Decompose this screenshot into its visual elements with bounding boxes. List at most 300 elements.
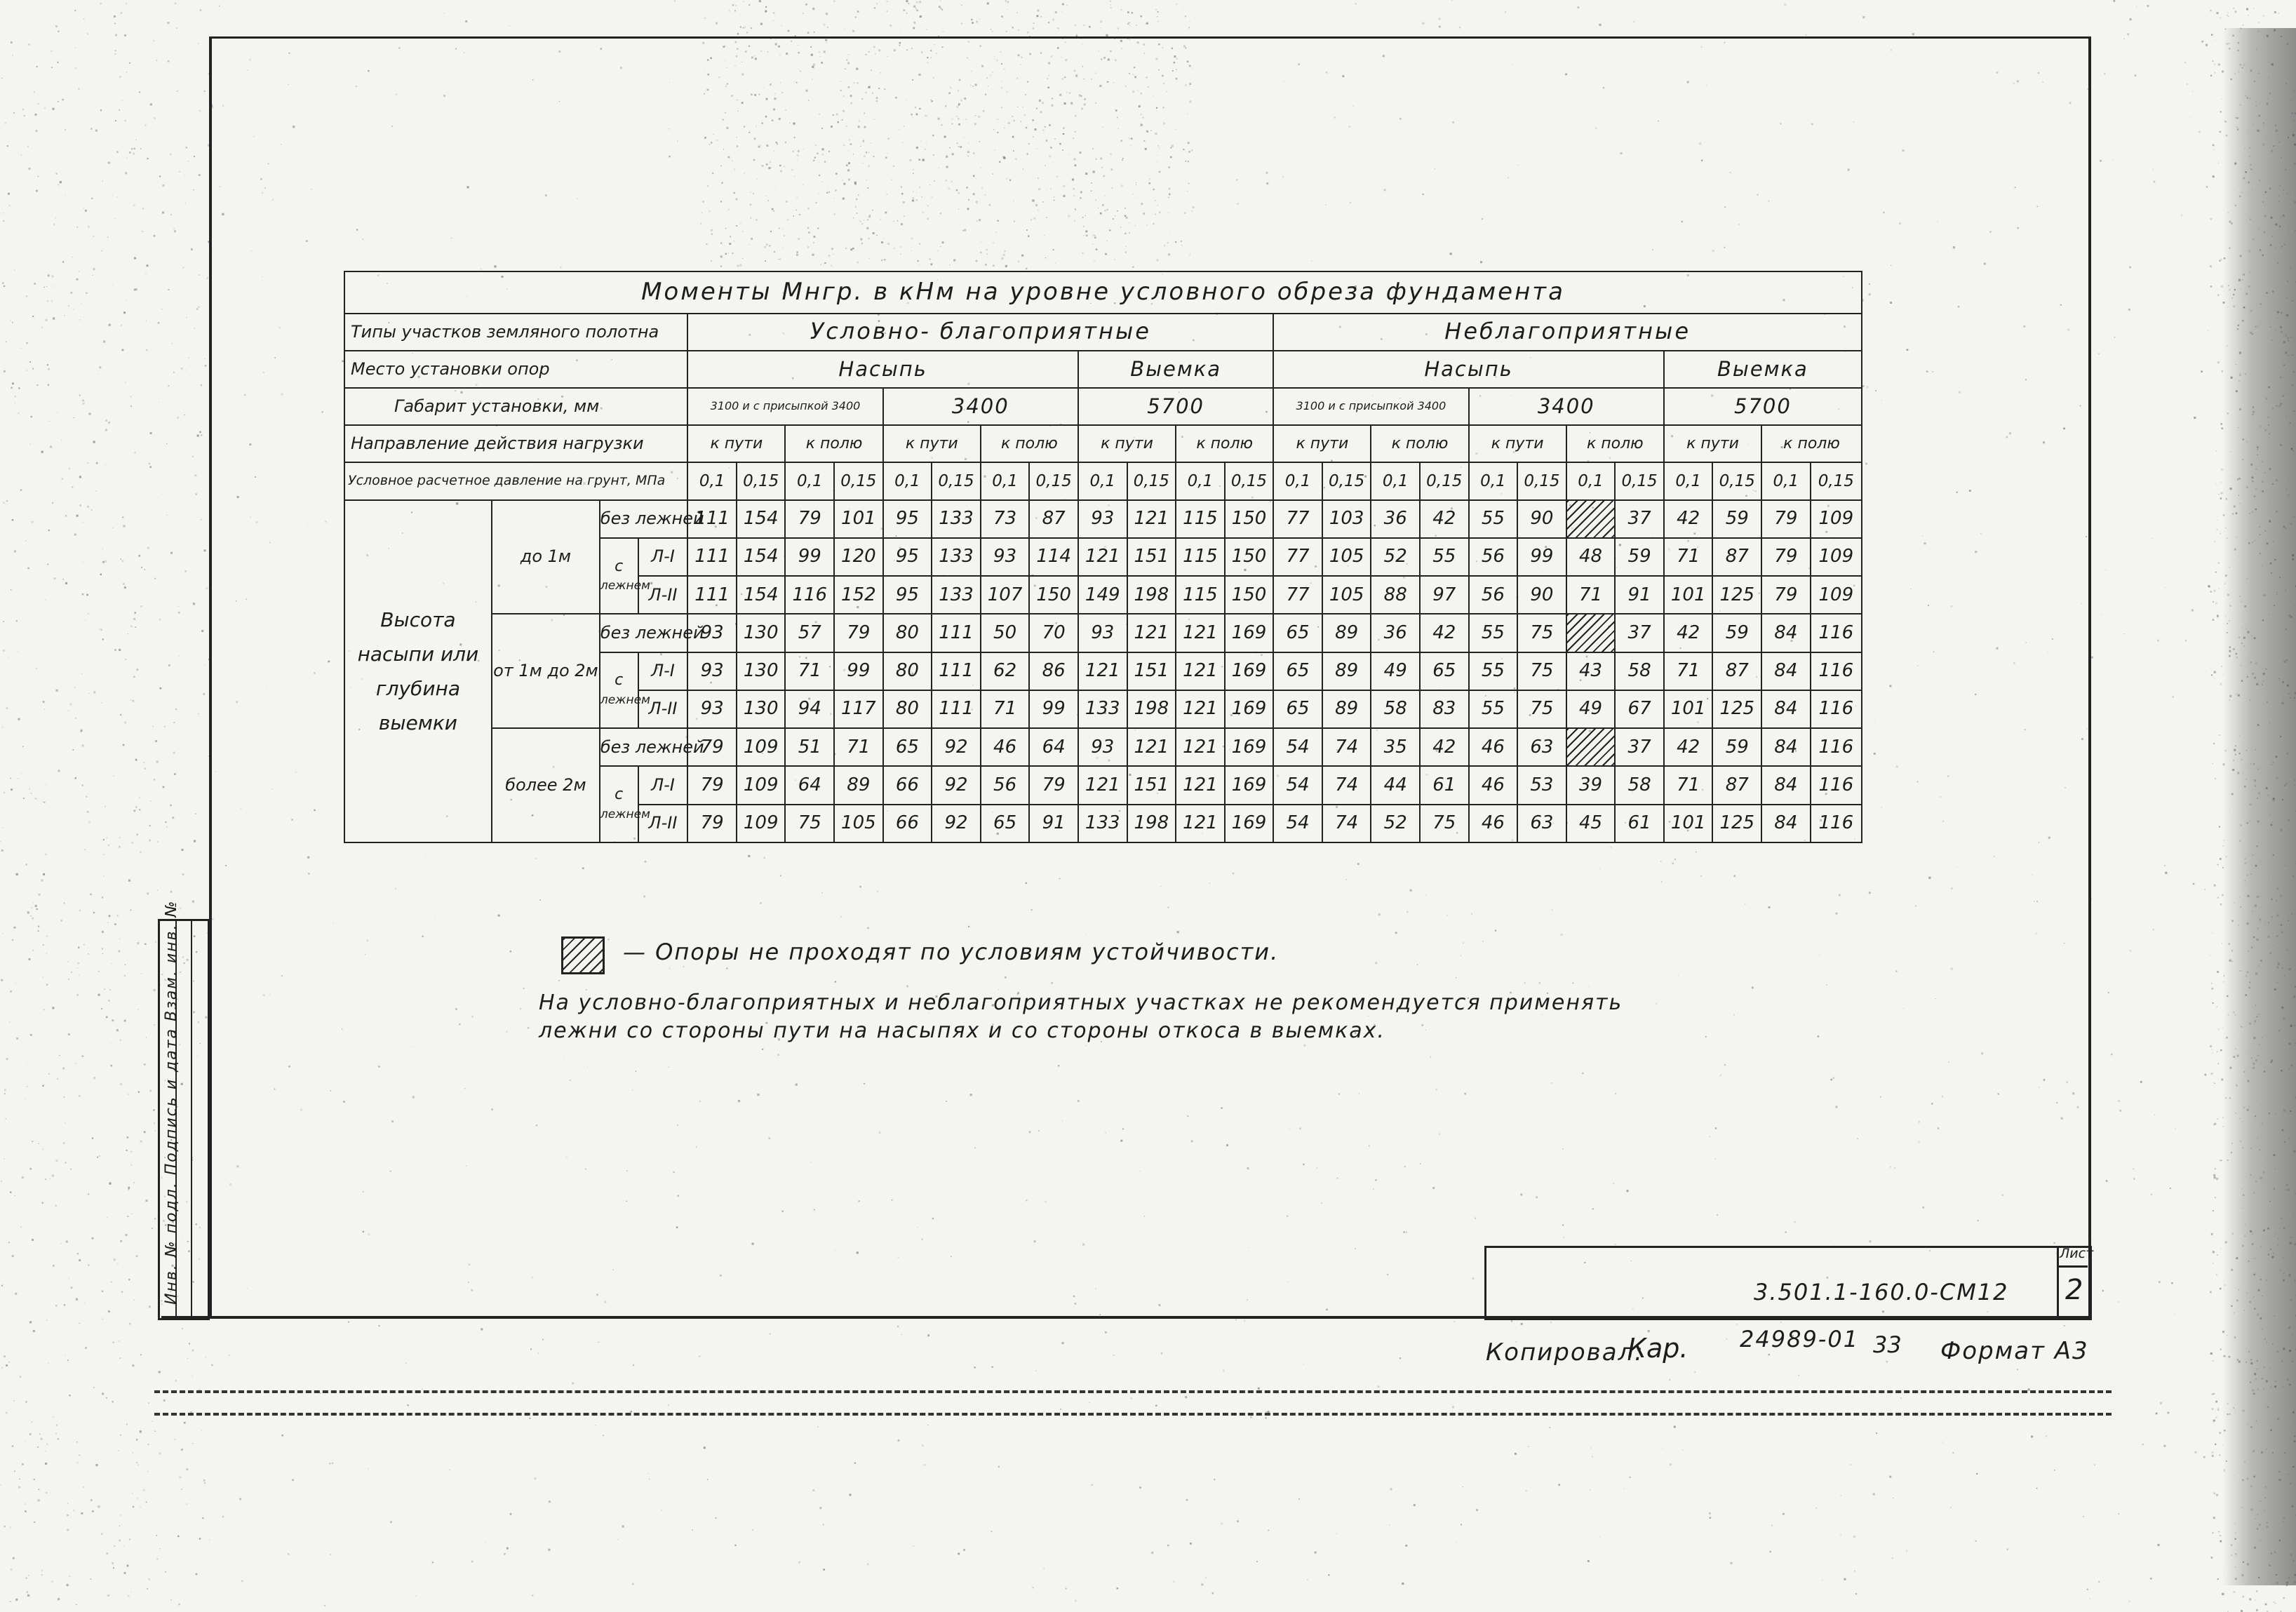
with-word: с <box>615 671 624 690</box>
speckle-dot <box>775 39 776 40</box>
speckle-dot <box>765 6 767 8</box>
speckle-dot <box>2120 1110 2121 1111</box>
speckle-dot <box>95 130 98 132</box>
speckle-dot <box>3 650 5 652</box>
speckle-dot <box>807 208 810 210</box>
speckle-dot <box>1836 1106 1838 1108</box>
speckle-dot <box>183 267 184 269</box>
speckle-dot <box>1672 863 1674 864</box>
speckle-dot <box>130 626 132 627</box>
moment-value: 75 <box>1517 614 1566 652</box>
moment-value: 71 <box>1664 766 1713 804</box>
speckle-dot <box>1402 1583 1404 1585</box>
speckle-dot <box>1157 11 1159 13</box>
speckle-dot <box>997 220 999 222</box>
speckle-dot <box>115 34 117 36</box>
speckle-dot <box>864 156 865 157</box>
speckle-dot <box>1193 206 1195 208</box>
speckle-dot <box>390 1171 391 1172</box>
moment-value: 115 <box>1176 538 1225 576</box>
speckle-dot <box>877 891 878 892</box>
speckle-dot <box>2213 619 2215 621</box>
speckle-dot <box>229 1355 230 1356</box>
speckle-dot <box>759 0 761 2</box>
speckle-dot <box>1422 22 1424 25</box>
speckle-dot <box>3 502 4 504</box>
speckle-dot <box>796 254 798 256</box>
speckle-dot <box>729 11 730 12</box>
speckle-dot <box>145 768 146 770</box>
speckle-dot <box>2164 865 2166 866</box>
speckle-dot <box>1048 87 1049 88</box>
speckle-dot <box>772 208 774 210</box>
speckle-dot <box>1890 685 1892 687</box>
dir-to-track: к пути <box>1273 425 1371 462</box>
speckle-dot <box>566 1156 568 1157</box>
speckle-dot <box>123 584 124 585</box>
speckle-dot <box>1026 268 1028 270</box>
speckle-dot <box>98 994 100 996</box>
speckle-dot <box>1768 1354 1771 1356</box>
speckle-dot <box>1029 53 1031 55</box>
speckle-dot <box>1121 184 1123 187</box>
speckle-dot <box>821 892 822 893</box>
speckle-dot <box>975 83 977 86</box>
speckle-dot <box>862 98 864 100</box>
speckle-dot <box>669 128 670 130</box>
speckle-dot <box>1012 116 1014 117</box>
moment-value: 61 <box>1615 805 1664 842</box>
speckle-dot <box>1060 1409 1061 1410</box>
speckle-dot <box>131 842 133 844</box>
sheet-number: 2 <box>2065 1274 2083 1306</box>
speckle-dot <box>55 1205 57 1207</box>
speckle-dot <box>1187 1115 1188 1117</box>
speckle-dot <box>155 941 156 943</box>
speckle-dot <box>1587 1560 1590 1562</box>
speckle-dot <box>128 880 130 882</box>
speckle-dot <box>83 403 85 405</box>
speckle-dot <box>831 265 832 267</box>
speckle-dot <box>103 340 105 342</box>
speckle-dot <box>1176 4 1178 5</box>
speckle-dot <box>1603 87 1605 89</box>
speckle-dot <box>32 950 34 951</box>
speckle-dot <box>1108 58 1110 60</box>
speckle-dot <box>152 726 154 727</box>
speckle-dot <box>1155 214 1156 215</box>
speckle-dot <box>1883 212 1884 213</box>
speckle-dot <box>1865 463 1867 465</box>
speckle-dot <box>1124 233 1126 234</box>
speckle-dot <box>65 129 66 130</box>
speckle-dot <box>1383 55 1385 57</box>
speckle-dot <box>2147 5 2149 7</box>
moment-value: 103 <box>1322 500 1371 538</box>
speckle-dot <box>736 55 737 57</box>
speckle-dot <box>932 100 933 102</box>
speckle-dot <box>720 201 722 202</box>
speckle-dot <box>968 41 969 42</box>
speckle-dot <box>41 451 43 453</box>
speckle-dot <box>764 857 765 859</box>
moment-value: 89 <box>1322 614 1371 652</box>
speckle-dot <box>930 99 932 100</box>
speckle-dot <box>2275 1603 2276 1604</box>
speckle-dot <box>324 1605 325 1606</box>
speckle-dot <box>752 1243 754 1245</box>
speckle-dot <box>961 5 962 6</box>
speckle-dot <box>140 1355 142 1356</box>
sleeper-type: Л-I <box>638 652 688 690</box>
moment-value: 55 <box>1469 652 1518 690</box>
speckle-dot <box>178 656 179 657</box>
speckle-dot <box>911 114 913 116</box>
speckle-dot <box>807 227 809 229</box>
speckle-dot <box>108 422 110 424</box>
speckle-dot <box>1034 1240 1036 1242</box>
speckle-dot <box>901 1334 902 1335</box>
speckle-dot <box>2214 64 2215 65</box>
speckle-dot <box>2201 41 2203 43</box>
speckle-dot <box>1169 166 1170 168</box>
speckle-dot <box>1157 205 1159 206</box>
speckle-dot <box>49 421 50 422</box>
speckle-dot <box>81 304 82 305</box>
speckle-dot <box>135 759 137 761</box>
speckle-dot <box>124 1572 126 1574</box>
speckle-dot <box>1476 1509 1478 1511</box>
speckle-dot <box>204 358 206 360</box>
speckle-dot <box>1439 18 1441 20</box>
speckle-dot <box>101 702 102 703</box>
speckle-dot <box>827 189 828 190</box>
moment-value: 46 <box>1469 766 1518 804</box>
speckle-dot <box>149 825 151 826</box>
speckle-dot <box>598 1342 600 1343</box>
speckle-dot <box>1070 102 1073 105</box>
speckle-dot <box>2017 80 2019 82</box>
speckle-dot <box>1769 1551 1771 1553</box>
moment-value: 93 <box>1078 614 1127 652</box>
speckle-dot <box>25 1504 26 1505</box>
speckle-dot <box>796 197 798 199</box>
row-types-label: Типы участков земляного полотна <box>344 314 687 351</box>
speckle-dot <box>787 220 788 221</box>
moment-value: 87 <box>1712 538 1761 576</box>
moment-value: 198 <box>1127 576 1176 614</box>
speckle-dot <box>64 903 65 904</box>
speckle-dot <box>1003 156 1005 159</box>
speckle-dot <box>67 1529 69 1531</box>
speckle-dot <box>2173 696 2174 697</box>
moment-value: 99 <box>1517 538 1566 576</box>
speckle-dot <box>888 243 889 245</box>
pressure-value: 0,15 <box>1225 462 1274 499</box>
speckle-dot <box>22 746 24 747</box>
speckle-dot <box>948 93 951 95</box>
pressure-value: 0,1 <box>1371 462 1420 499</box>
speckle-dot <box>1158 69 1160 71</box>
speckle-dot <box>32 918 34 920</box>
speckle-dot <box>758 146 760 148</box>
speckle-dot <box>1869 283 1870 285</box>
speckle-dot <box>93 912 95 913</box>
speckle-dot <box>793 123 795 125</box>
speckle-dot <box>2210 286 2213 288</box>
moment-value: 84 <box>1761 805 1811 842</box>
speckle-dot <box>196 493 197 495</box>
speckle-dot <box>2054 1470 2055 1471</box>
speckle-dot <box>2220 1248 2221 1249</box>
speckle-dot <box>1724 42 1726 43</box>
speckle-dot <box>1848 169 1850 171</box>
speckle-dot <box>952 153 954 155</box>
speckle-dot <box>100 629 102 631</box>
speckle-dot <box>107 922 108 923</box>
speckle-dot <box>32 1141 33 1142</box>
legend-text: — Опоры не проходят по условиям устойчивости. <box>623 939 1280 965</box>
speckle-dot <box>43 873 45 875</box>
speckle-dot <box>55 25 58 27</box>
speckle-dot <box>1000 51 1002 53</box>
speckle-dot <box>2211 1233 2213 1235</box>
speckle-dot <box>1221 1522 1223 1524</box>
moment-value: 45 <box>1566 805 1616 842</box>
speckle-dot <box>288 84 289 85</box>
speckle-dot <box>1325 204 1326 205</box>
speckle-dot <box>1033 22 1034 23</box>
moment-value: 116 <box>1811 652 1862 690</box>
speckle-dot <box>2220 1455 2221 1456</box>
speckle-dot <box>738 1100 740 1102</box>
speckle-dot <box>88 412 90 415</box>
speckle-dot <box>989 204 991 206</box>
speckle-dot <box>48 1363 49 1364</box>
speckle-dot <box>159 1371 161 1373</box>
speckle-dot <box>28 43 29 45</box>
speckle-dot <box>172 817 174 819</box>
speckle-dot <box>348 1322 349 1323</box>
speckle-dot <box>626 1201 627 1202</box>
speckle-dot <box>2211 1049 2213 1050</box>
speckle-dot <box>1550 1322 1552 1324</box>
speckle-dot <box>1855 1593 1857 1594</box>
speckle-dot <box>973 152 974 154</box>
speckle-dot <box>1267 182 1269 184</box>
speckle-dot <box>1147 225 1148 226</box>
speckle-dot <box>880 219 881 220</box>
speckle-dot <box>194 328 195 329</box>
speckle-dot <box>157 841 159 842</box>
speckle-dot <box>2017 1369 2018 1370</box>
speckle-dot <box>1627 1190 1629 1192</box>
moment-value: 130 <box>737 652 786 690</box>
moment-value: 115 <box>1176 500 1225 538</box>
speckle-dot <box>1480 261 1482 263</box>
speckle-dot <box>58 31 59 32</box>
speckle-dot <box>1282 176 1284 177</box>
speckle-dot <box>195 474 197 476</box>
speckle-dot <box>170 891 173 893</box>
speckle-dot <box>1007 1 1009 4</box>
speckle-dot <box>451 238 452 239</box>
pressure-value: 0,1 <box>687 462 737 499</box>
speckle-dot <box>1048 22 1049 23</box>
speckle-dot <box>4 1089 6 1091</box>
speckle-dot <box>1611 847 1612 848</box>
speckle-dot <box>1042 201 1044 203</box>
speckle-dot <box>6 1412 8 1414</box>
speckle-dot <box>61 920 62 921</box>
speckle-dot <box>88 1194 89 1195</box>
speckle-dot <box>269 994 270 995</box>
speckle-dot <box>76 1462 78 1463</box>
moment-value: 46 <box>1469 805 1518 842</box>
moment-value: 125 <box>1712 690 1761 728</box>
speckle-dot <box>356 86 357 87</box>
speckle-dot <box>41 1574 43 1576</box>
speckle-dot <box>93 236 95 237</box>
speckle-dot <box>737 33 739 34</box>
moment-value: 42 <box>1420 614 1469 652</box>
speckle-dot <box>1831 1079 1833 1081</box>
speckle-dot <box>1155 200 1156 201</box>
speckle-dot <box>753 159 756 161</box>
speckle-dot <box>506 1031 507 1033</box>
speckle-dot <box>964 229 966 231</box>
moment-value: 150 <box>1029 576 1078 614</box>
speckle-dot <box>274 357 276 358</box>
moment-value: 109 <box>1811 500 1862 538</box>
speckle-dot <box>983 110 985 112</box>
speckle-dot <box>2130 18 2132 20</box>
speckle-dot <box>1038 188 1040 190</box>
speckle-dot <box>102 931 104 933</box>
speckle-dot <box>14 269 15 270</box>
speckle-dot <box>152 1228 153 1229</box>
speckle-dot <box>1505 11 1506 12</box>
speckle-dot <box>112 1019 114 1021</box>
speckle-dot <box>18 387 20 389</box>
speckle-dot <box>892 180 893 181</box>
speckle-dot <box>145 124 146 126</box>
speckle-dot <box>14 927 16 929</box>
speckle-dot <box>976 201 978 203</box>
speckle-dot <box>1018 261 1019 262</box>
speckle-dot <box>737 111 738 112</box>
speckle-dot <box>77 967 79 969</box>
speckle-dot <box>2222 1593 2224 1595</box>
speckle-dot <box>1172 145 1174 147</box>
speckle-dot <box>1 1285 3 1287</box>
speckle-dot <box>1117 28 1119 29</box>
pressure-value: 0,15 <box>1712 462 1761 499</box>
with-sleeper-label <box>600 766 650 842</box>
speckle-dot <box>1806 34 1807 36</box>
with-word: с <box>615 786 624 804</box>
speckle-dot <box>884 259 886 261</box>
speckle-dot <box>177 606 178 607</box>
speckle-dot <box>857 213 858 214</box>
speckle-dot <box>945 105 946 107</box>
speckle-dot <box>93 691 95 693</box>
speckle-dot <box>181 1449 183 1451</box>
speckle-dot <box>1623 1489 1625 1490</box>
speckle-dot <box>1054 196 1055 198</box>
speckle-dot <box>918 260 919 262</box>
speckle-dot <box>141 567 142 568</box>
moment-value: 54 <box>1273 805 1322 842</box>
speckle-dot <box>1 78 2 79</box>
speckle-dot <box>773 12 774 13</box>
speckle-dot <box>107 237 109 239</box>
speckle-dot <box>868 165 869 166</box>
speckle-dot <box>98 971 99 972</box>
speckle-dot <box>799 214 800 215</box>
speckle-dot <box>1033 27 1035 29</box>
speckle-dot <box>38 176 39 177</box>
speckle-dot <box>816 145 817 147</box>
speckle-dot <box>1111 168 1113 170</box>
speckle-dot <box>1105 210 1106 211</box>
speckle-dot <box>48 1073 49 1074</box>
speckle-dot <box>626 1170 628 1171</box>
speckle-dot <box>96 462 98 464</box>
speckle-dot <box>2130 950 2132 952</box>
speckle-dot <box>560 267 562 268</box>
speckle-dot <box>2212 932 2213 934</box>
speckle-dot <box>390 1521 392 1523</box>
speckle-dot <box>1112 187 1113 188</box>
speckle-dot <box>391 1120 394 1122</box>
speckle-dot <box>900 254 901 255</box>
speckle-dot <box>1113 82 1114 83</box>
speckle-dot <box>103 876 104 877</box>
moment-value: 94 <box>785 690 834 728</box>
speckle-dot <box>735 5 737 6</box>
speckle-dot <box>43 701 45 703</box>
speckle-dot <box>1170 147 1172 149</box>
speckle-dot <box>143 1489 145 1491</box>
speckle-dot <box>999 161 1001 163</box>
speckle-dot <box>926 142 927 143</box>
speckle-dot <box>178 612 180 613</box>
speckle-dot <box>2038 72 2039 74</box>
speckle-dot <box>876 235 878 236</box>
speckle-dot <box>813 160 814 161</box>
speckle-dot <box>426 854 427 855</box>
moment-value: 90 <box>1517 576 1566 614</box>
speckle-dot <box>159 1548 160 1549</box>
speckle-dot <box>1212 1592 1214 1594</box>
speckle-dot <box>1237 203 1238 204</box>
speckle-dot <box>1369 1146 1370 1147</box>
speckle-dot <box>293 126 295 128</box>
speckle-dot <box>1869 1240 1871 1242</box>
pressure-value: 0,15 <box>1420 462 1469 499</box>
speckle-dot <box>1935 998 1936 999</box>
moment-value: 154 <box>737 538 786 576</box>
unfav-vyemka: Выемка <box>1664 351 1862 388</box>
speckle-dot <box>50 1178 51 1179</box>
moment-value: 109 <box>737 728 786 766</box>
speckle-dot <box>603 1435 604 1437</box>
speckle-dot <box>120 1240 122 1242</box>
speckle-dot <box>843 145 845 146</box>
speckle-dot <box>677 1125 678 1126</box>
speckle-dot <box>2213 1360 2214 1362</box>
